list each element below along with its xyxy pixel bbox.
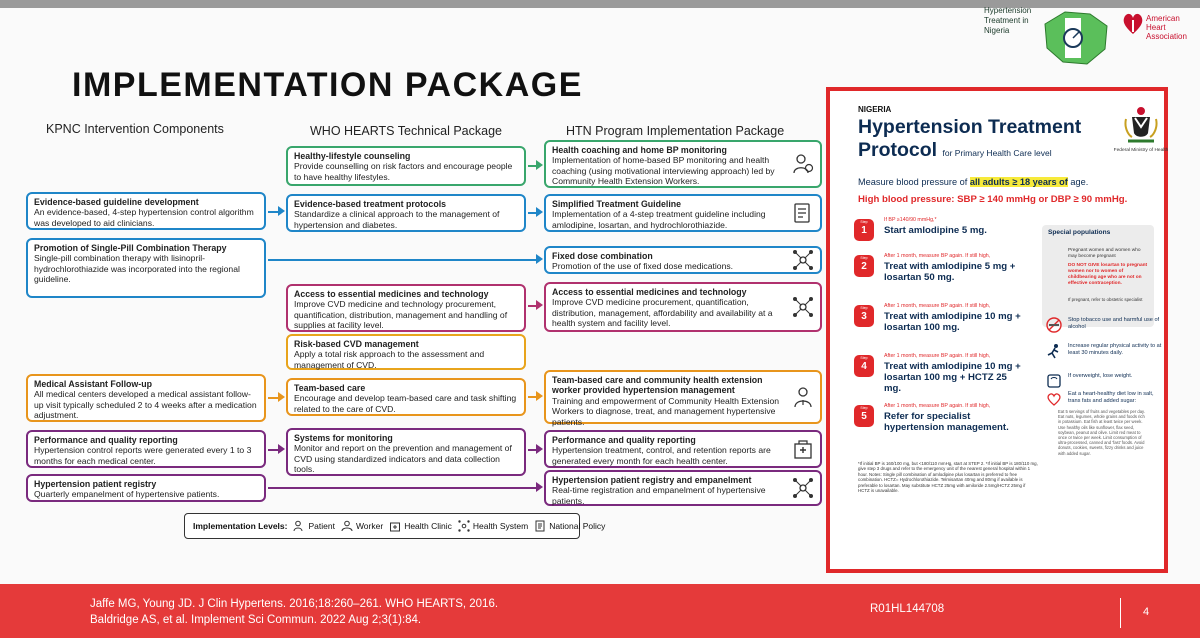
health-system-icon: [792, 249, 814, 271]
step-badge: Step 5: [854, 405, 874, 427]
kpnc-box-guideline: [26, 192, 266, 230]
aha-logo: [1122, 10, 1200, 41]
htn-box-body: Promotion of the use of fixed dose medications.: [552, 261, 734, 272]
htn-box-registry: [544, 470, 822, 506]
heart-icon: [1046, 391, 1062, 407]
poster-measure-pre: Measure blood pressure of: [858, 177, 968, 187]
worker-icon: [792, 386, 814, 408]
connector-arrow: [536, 254, 543, 264]
connector-arrow: [278, 444, 285, 454]
running-icon: [1046, 343, 1062, 359]
legend-label: Implementation Levels:: [193, 521, 288, 531]
special-populations-pregnant: Pregnant women and women who may become pregnant: [1068, 248, 1141, 259]
who-box-body: Provide counselling on risk factors and encourage people to have healthy lifestyles.: [294, 161, 513, 182]
health-system-icon: [792, 477, 814, 499]
lifestyle-text: Increase regular physical activity to at least 30 minutes daily.: [1068, 343, 1162, 356]
kpnc-box-title: Medical Assistant Follow-up: [34, 379, 152, 389]
step-text: Treat with amlodipine 10 mg + losartan 100 mg.: [884, 311, 1021, 333]
poster-title-line2: [858, 139, 1081, 165]
kpnc-box-body: An evidence-based, 4-step hypertension control algorithm was developed to aid clinicians.: [34, 207, 254, 228]
who-box-title: Risk-based CVD management: [294, 339, 419, 349]
no-smoking-icon: [1046, 317, 1062, 333]
connector-line: [268, 259, 536, 261]
health-system-icon: [792, 296, 814, 318]
health-system-icon: [458, 520, 470, 532]
lifestyle-weight: [1068, 373, 1162, 380]
connector-arrow: [278, 392, 285, 402]
who-box-body: Apply a total risk approach to the assessment and management of CVD.: [294, 349, 485, 370]
worker-icon: [341, 520, 353, 532]
step-condition: After 1 month, measure BP again. If still high,: [884, 403, 991, 409]
who-box-body: Improve CVD medicine and technology procurement, quantification, distribution, management and handling of supplies at facility level.: [294, 299, 508, 331]
connector-line: [528, 449, 536, 451]
htn-box-body: Implementation of a 4-step treatment guideline including amlodipine, losartan, and hydrochlorothiazide.: [552, 209, 766, 230]
health-clinic-icon: [389, 520, 401, 532]
step-condition: If BP ≥140/90 mmHg,*: [884, 217, 937, 223]
htn-box-title: Team-based care and community health extension worker provided hypertension management: [552, 375, 763, 396]
who-box-title: Team-based care: [294, 383, 366, 393]
kpnc-box-ma-followup: [26, 374, 266, 422]
kpnc-box-reporting: [26, 430, 266, 468]
htn-box-body: Real-time registration and empanelment of hypertensive patients.: [552, 485, 766, 506]
who-box-title: Systems for monitoring: [294, 433, 393, 443]
poster-measure-highlight: all adults ≥ 18 years of: [969, 177, 1068, 187]
health-clinic-icon: [792, 438, 814, 460]
htn-box-title: Health coaching and home BP monitoring: [552, 145, 727, 155]
kpnc-box-title: Evidence-based guideline development: [34, 197, 199, 207]
htn-box-title: Hypertension patient registry and empanelment: [552, 475, 752, 485]
connector-line: [528, 305, 536, 307]
htn-box-title: Fixed dose combination: [552, 251, 653, 261]
kpnc-box-single-pill: [26, 238, 266, 298]
htn-box-title: Simplified Treatment Guideline: [552, 199, 682, 209]
connector-arrow: [536, 391, 543, 401]
poster-subtitle: for Primary Health Care level: [942, 148, 1052, 158]
coat-of-arms-icon: [1122, 105, 1160, 145]
who-box-risk: [286, 334, 526, 370]
special-populations-box: [1042, 225, 1154, 327]
connector-line: [268, 449, 278, 451]
connector-arrow: [536, 160, 543, 170]
legend-item-national-policy: National Policy: [549, 521, 606, 531]
treatment-protocol-poster: [826, 87, 1168, 573]
grant-number: R01HL144708: [870, 603, 945, 615]
poster-title: [858, 116, 1081, 165]
implementation-levels-legend: [184, 513, 606, 539]
step-condition: After 1 month, measure BP again. If still high,: [884, 253, 991, 259]
connector-line: [268, 487, 536, 489]
diet-list: Eat 5 servings of fruits and vegetables per day. Eat nuts, legumes, whole grains and foods rich in potassium. Eat fish at least twice per week. Use healthy oils like sunflower, flax seed, soybean, peanut and olive. Limit red meat to once or twice per week. Limit consumption of ultra-processed, canned and 'fast' foods. Avoid donuts, cookies, sweets, fizzy drinks and juice with added sugar.: [1058, 409, 1145, 456]
poster-step-5: [854, 403, 1044, 443]
htn-box-team: [544, 370, 822, 427]
legend-item-health-system: Health System: [472, 521, 529, 531]
htn-box-body: Implementation of home-based BP monitoring and health coaching (using motivational interviewing approach) led by Community Health Extension Workers.: [552, 155, 775, 187]
kpnc-box-body: Hypertension control reports were generated every 1 to 3 months for each medical center.: [34, 445, 252, 466]
step-badge: Step 4: [854, 355, 874, 377]
legend-item-health-clinic: Health Clinic: [404, 521, 452, 531]
htn-box-guideline: [544, 194, 822, 232]
aha-logo-text: American Heart Association: [1146, 14, 1187, 41]
lifestyle-text: If overweight, lose weight.: [1068, 373, 1133, 379]
htn-box-reporting: [544, 430, 822, 468]
poster-measure: [858, 177, 1088, 187]
step-badge: Step 2: [854, 255, 874, 277]
step-condition: After 1 month, measure BP again. If still high,: [884, 303, 991, 309]
connector-arrow: [536, 207, 543, 217]
poster-title-line1: Hypertension Treatment: [858, 116, 1082, 138]
kpnc-box-title: Hypertension patient registry: [34, 479, 157, 489]
htn-box-body: Hypertension treatment, control, and retention reports are generated every month for each health center.: [552, 445, 771, 466]
htn-box-fixed-dose: [544, 246, 822, 274]
kpnc-box-registry: [26, 474, 266, 502]
connector-arrow: [536, 300, 543, 310]
kpnc-box-body: All medical centers developed a medical assistant follow-up visit typically scheduled 2 to 4 weeks after a medication adjustment.: [34, 389, 257, 421]
step-text: Treat with amlodipine 10 mg + losartan 100 mg + HCTZ 25 mg.: [884, 361, 1021, 394]
poster-measure-post: age.: [1070, 177, 1089, 187]
poster-step-1: [854, 217, 1044, 247]
special-populations-title: Special populations: [1048, 229, 1111, 236]
heart-torch-icon: [1122, 10, 1144, 36]
reference-1: Jaffe MG, Young JD. J Clin Hypertens. 2016;18:260–261. WHO HEARTS, 2016.: [90, 598, 499, 610]
connector-line: [528, 165, 536, 167]
htn-box-coaching: [544, 140, 822, 188]
legend-item-worker: Worker: [355, 521, 384, 531]
kpnc-box-title: Promotion of Single-Pill Combination Therapy: [34, 243, 227, 253]
poster-step-3: [854, 303, 1044, 343]
connector-arrow: [536, 444, 543, 454]
step-badge: Step 1: [854, 219, 874, 241]
special-populations-warning: DO NOT GIVE losartan to pregnant women nor to women of childbearing age who are not on effective contraception.: [1068, 263, 1148, 286]
who-box-title: Access to essential medicines and technology: [294, 289, 489, 299]
lifestyle-diet: [1068, 391, 1162, 405]
special-populations-refer: If pregnant, refer to obstetric specialist: [1068, 297, 1143, 302]
lifestyle-activity: [1068, 343, 1162, 357]
step-text: Refer for specialist hypertension management.: [884, 411, 1009, 433]
step-text: Start amlodipine 5 mg.: [884, 225, 987, 236]
htn-box-title: Access to essential medicines and technology: [552, 287, 747, 297]
poster-ministry: Federal Ministry of Health: [1113, 148, 1169, 153]
patient-icon: [293, 520, 305, 532]
page-title: IMPLEMENTATION PACKAGE: [72, 66, 583, 104]
step-text: Treat with amlodipine 5 mg + losartan 50 mg.: [884, 261, 1016, 283]
htn-box-body: Improve CVD medicine procurement, quantification, distribution, management, affordability and availability at a health system and facility level.: [552, 297, 773, 329]
who-box-title: Evidence-based treatment protocols: [294, 199, 447, 209]
poster-footnote: *If initial BP is 160/100 mg, but <180/110 mmHg, start at STEP 2. *If initial BP is 180/110 mg, give step 3 drugs and refer to the emergency unit of the nearest general hospital within 1 hour. Notes: Single pill combination of amlodipine plus losartan is preferred to free combination. HCTZ= Hydrochlorothiazide. Telmisartan 40mg and 80mg if available is preferable to losartan. May substitute HCTZ 25mg with amiloride 2.5mg/HCTZ 25mg if HCTZ is unavailable.: [858, 461, 1038, 494]
column-header-who: WHO HEARTS Technical Package: [310, 124, 502, 138]
connector-arrow: [536, 482, 543, 492]
poster-step-4: [854, 353, 1044, 393]
page-number: 4: [1143, 606, 1150, 618]
who-box-monitoring: [286, 428, 526, 476]
connector-line: [528, 212, 536, 214]
kpnc-box-title: Performance and quality reporting: [34, 435, 178, 445]
who-box-body: Monitor and report on the prevention and management of CVD using standardized indicators and data collection tools.: [294, 443, 512, 475]
connector-line: [528, 396, 536, 398]
step-condition: After 1 month, measure BP again. If still high,: [884, 353, 991, 359]
references: [90, 596, 498, 628]
patient-icon: [792, 153, 814, 175]
lifestyle-text: Stop tobacco use and harmful use of alcohol: [1068, 317, 1160, 330]
who-box-team: [286, 378, 526, 416]
step-badge: Step 3: [854, 305, 874, 327]
poster-high-bp: High blood pressure: SBP ≥ 140 mmHg or DBP ≥ 90 mmHg.: [858, 194, 1128, 205]
who-box-title: Healthy-lifestyle counseling: [294, 151, 411, 161]
connector-line: [268, 211, 278, 213]
htn-box-access: [544, 282, 822, 332]
national-policy-icon: [534, 520, 546, 532]
poster-country: NIGERIA: [858, 105, 892, 114]
poster-step-2: [854, 253, 1044, 293]
who-box-protocols: [286, 194, 526, 232]
lifestyle-text: Eat a heart-healthy diet low in salt, trans fats and added sugar:: [1068, 391, 1154, 404]
who-box-body: Standardize a clinical approach to the management of hypertension and diabetes.: [294, 209, 500, 230]
connector-arrow: [278, 206, 285, 216]
connector-line: [268, 397, 278, 399]
kpnc-box-body: Single-pill combination therapy with lisinopril-hydrochlorothiazide was incorporated into the regional guideline.: [34, 253, 240, 285]
htn-box-body: Training and empowerment of Community Health Extension Workers to diagnose, treat, and management hypertensive patients.: [552, 395, 780, 427]
legend-item-patient: Patient: [308, 521, 335, 531]
page-divider: [1120, 598, 1121, 628]
column-header-kpnc: KPNC Intervention Components: [46, 122, 224, 136]
scale-icon: [1046, 373, 1062, 389]
poster-title-protocol: Protocol: [858, 139, 938, 161]
lifestyle-tobacco: [1068, 317, 1162, 331]
reference-2: Baldridge AS, et al. Implement Sci Commun. 2022 Aug 2;3(1):84.: [90, 614, 422, 626]
column-header-htn: HTN Program Implementation Package: [566, 124, 785, 138]
who-box-access: [286, 284, 526, 332]
kpnc-box-body: Quarterly empanelment of hypertensive patients.: [34, 489, 220, 500]
htn-nigeria-logo-text: Hypertension Treatment in Nigeria: [984, 6, 1032, 35]
nigeria-map-logo-icon: [1035, 4, 1115, 70]
who-box-lifestyle: [286, 146, 526, 186]
national-policy-icon: [792, 202, 814, 224]
who-box-body: Encourage and develop team-based care and task shifting related to the care of CVD.: [294, 393, 517, 414]
htn-box-title: Performance and quality reporting: [552, 435, 696, 445]
